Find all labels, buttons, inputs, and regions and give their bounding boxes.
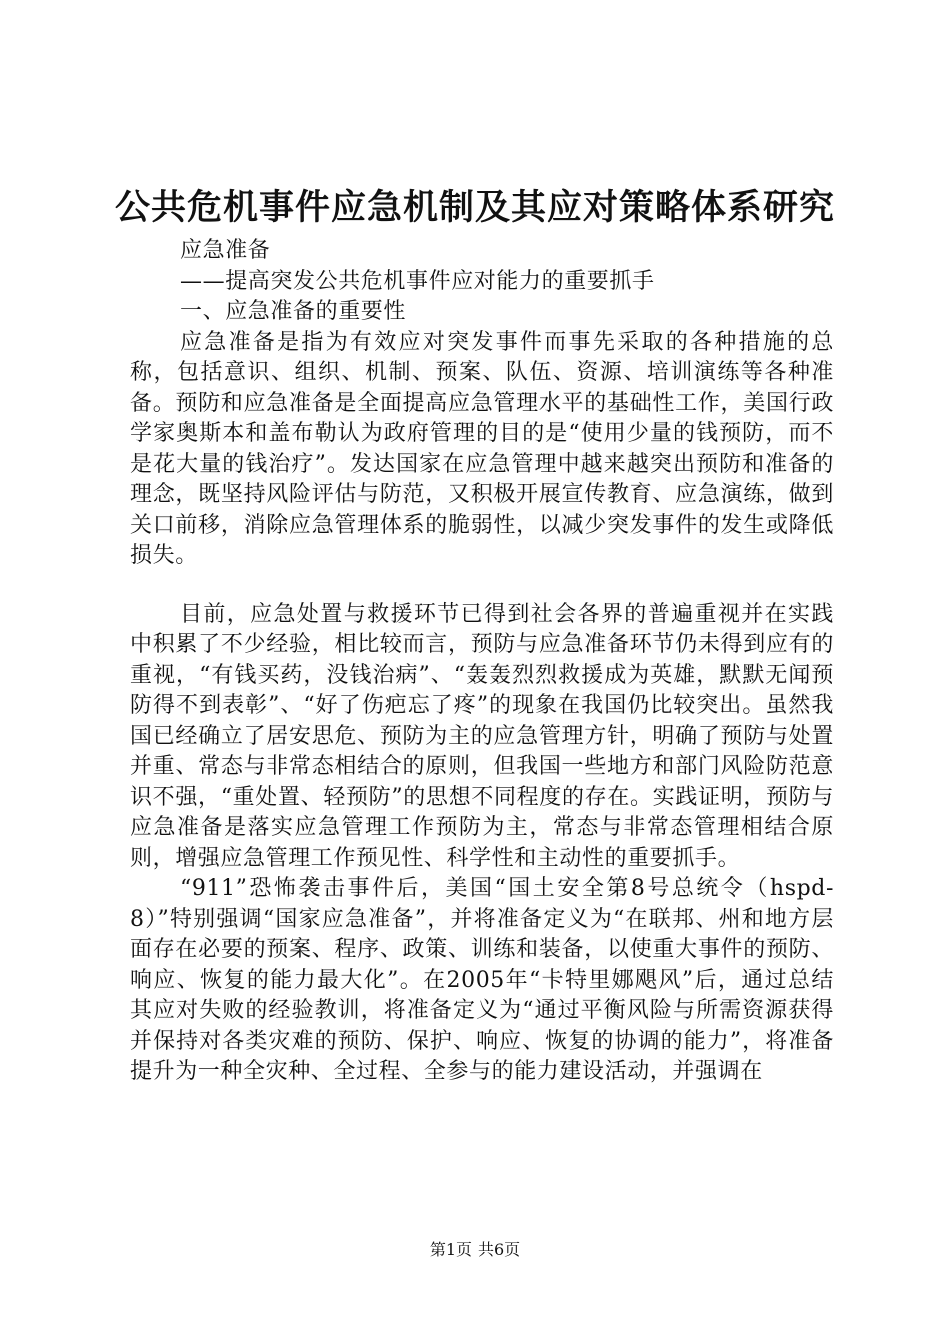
paragraph-gap [130,572,834,600]
paragraph-2: 目前，应急处置与救援环节已得到社会各界的普遍重视并在实践中积累了不少经验，相比较而言，预防与应急准备环节仍未得到应有的重视，“有钱买药，没钱治病”、“轰轰烈烈救援成为英雄，默默无闻预防得不到表彰”、“好了伤疤忘了疼”的现象在我国仍比较突出。虽然我国已经确立了居安思危、预防为主的应急管理方针，明确了预防与处置并重、常态与非常态相结合的原则，但我国一些地方和部门风险防范意识不强，“重处置、轻预防”的思想不同程度的存在。实践证明，预防与应急准备是落实应急管理工作预防为主，常态与非常态管理相结合原则，增强应急管理工作预见性、科学性和主动性的重要抓手。 [130,601,834,871]
page-number: 第1页 [429,1240,472,1259]
section-heading: 一、应急准备的重要性 [180,299,407,324]
paragraph-3: “911”恐怖袭击事件后，美国“国土安全第8号总统令（hspd-8）”特别强调“国家应急准备”，并将准备定义为“在联邦、州和地方层面存在必要的预案、程序、政策、训练和装备，以使重大事件的预防、响应、恢复的能力最大化”。在2005年“卡特里娜飓风”后，通过总结其应对失败的经验教训，将准备定义为“通过平衡风险与所需资源获得并保持对各类灾难的预防、保护、响应、恢复的协调的能力”，将准备提升为一种全灾种、全过程、全参与的能力建设活动，并强调在 [130,876,834,1084]
subtitle: ——提高突发公共危机事件应对能力的重要抓手 [180,268,655,294]
paragraph-1: 应急准备是指为有效应对突发事件而事先采取的各种措施的总称，包括意识、组织、机制、预案、队伍、资源、培训演练等各种准备。预防和应急准备是全面提高应急管理水平的基础性工作，美国行政学家奥斯本和盖布勒认为政府管理的目的是“使用少量的钱预防，而不是花大量的钱治疗”。发达国家在应急管理中越来越突出预防和准备的理念，既坚持风险评估与防范，又积极开展宣传教育、应急演练，做到关口前移，消除应急管理体系的脆弱性，以减少突发事件的发生或降低损失。 [130,329,834,568]
page-footer [0,1240,950,1260]
subheading: 应急准备 [180,238,271,263]
document-title: 公共危机事件应急机制及其应对策略体系研究 [114,188,835,228]
document-body [130,236,834,1088]
page-total: 共6页 [478,1240,521,1259]
